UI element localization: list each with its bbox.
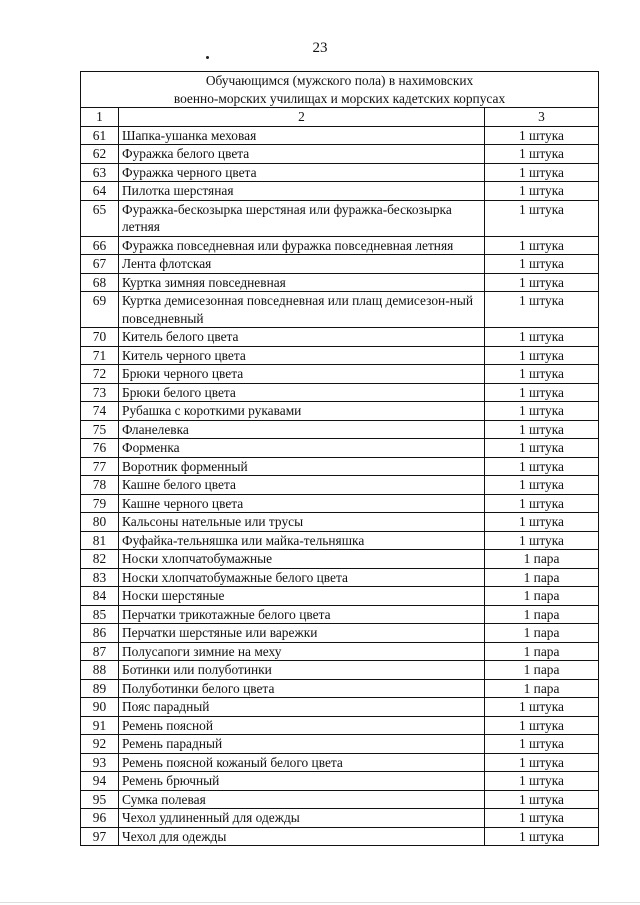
table-row [81,182,599,201]
item-name: Ремень брючный [119,772,485,791]
row-number: 61 [81,126,119,145]
item-name: Перчатки шерстяные или варежки [119,624,485,643]
item-name: Куртка демисезонная повседневная или плащ демисезон-ный повседневный [119,292,485,328]
table-row [81,642,599,661]
item-quantity: 1 штука [485,365,599,384]
item-name: Ремень поясной [119,716,485,735]
table-row [81,476,599,495]
table-row [81,531,599,550]
item-name: Полусапоги зимние на меху [119,642,485,661]
item-quantity: 1 пара [485,550,599,569]
item-quantity: 1 штука [485,531,599,550]
item-quantity: 1 штука [485,182,599,201]
item-quantity: 1 штука [485,346,599,365]
item-quantity: 1 штука [485,145,599,164]
item-name: Носки шерстяные [119,587,485,606]
item-name: Носки хлопчатобумажные [119,550,485,569]
table-row [81,679,599,698]
item-quantity: 1 штука [485,457,599,476]
row-number: 70 [81,328,119,347]
table-row [81,605,599,624]
table-row [81,126,599,145]
table-row [81,255,599,274]
item-name: Чехол удлиненный для одежды [119,809,485,828]
item-quantity: 1 штука [485,827,599,846]
row-number: 72 [81,365,119,384]
row-number: 97 [81,827,119,846]
item-name: Чехол для одежды [119,827,485,846]
row-number: 84 [81,587,119,606]
item-name: Кашне белого цвета [119,476,485,495]
item-name: Сумка полевая [119,790,485,809]
table-row [81,163,599,182]
item-name: Лента флотская [119,255,485,274]
table-row [81,402,599,421]
row-number: 78 [81,476,119,495]
table-row [81,383,599,402]
item-quantity: 1 штука [485,200,599,236]
row-number: 86 [81,624,119,643]
row-number: 62 [81,145,119,164]
item-name: Ремень поясной кожаный белого цвета [119,753,485,772]
table-row [81,494,599,513]
item-name: Перчатки трикотажные белого цвета [119,605,485,624]
item-name: Брюки белого цвета [119,383,485,402]
row-number: 68 [81,273,119,292]
table-row [81,420,599,439]
item-quantity: 1 штука [485,236,599,255]
item-name: Пилотка шерстяная [119,182,485,201]
table-row [81,698,599,717]
item-quantity: 1 штука [485,698,599,717]
table-body [81,126,599,846]
item-quantity: 1 штука [485,716,599,735]
item-quantity: 1 штука [485,402,599,421]
item-quantity: 1 штука [485,494,599,513]
item-quantity: 1 пара [485,624,599,643]
row-number: 82 [81,550,119,569]
item-quantity: 1 штука [485,273,599,292]
page-number: 23 [312,40,328,56]
table-row [81,365,599,384]
item-quantity: 1 штука [485,383,599,402]
column-header-3: 3 [485,108,599,127]
item-name: Китель белого цвета [119,328,485,347]
item-quantity: 1 пара [485,661,599,680]
item-name: Фуражка-бескозырка шерстяная или фуражка-бескозырка летняя [119,200,485,236]
table-row [81,772,599,791]
table-row [81,145,599,164]
item-quantity: 1 пара [485,605,599,624]
row-number: 94 [81,772,119,791]
item-name: Шапка-ушанка меховая [119,126,485,145]
item-quantity: 1 штука [485,328,599,347]
table-row [81,273,599,292]
table-row [81,346,599,365]
row-number: 75 [81,420,119,439]
row-number: 85 [81,605,119,624]
table-row [81,790,599,809]
item-quantity: 1 пара [485,568,599,587]
table-row [81,328,599,347]
row-number: 73 [81,383,119,402]
item-quantity: 1 штука [485,753,599,772]
scan-edge [0,902,640,903]
item-name: Форменка [119,439,485,458]
table-row [81,827,599,846]
item-name: Фуражка повседневная или фуражка повседневная летняя [119,236,485,255]
item-name: Кашне черного цвета [119,494,485,513]
row-number: 80 [81,513,119,532]
item-name: Воротник форменный [119,457,485,476]
row-number: 87 [81,642,119,661]
item-name: Фланелевка [119,420,485,439]
column-header-1: 1 [81,108,119,127]
row-number: 74 [81,402,119,421]
row-number: 93 [81,753,119,772]
item-name: Носки хлопчатобумажные белого цвета [119,568,485,587]
row-number: 91 [81,716,119,735]
row-number: 83 [81,568,119,587]
row-number: 63 [81,163,119,182]
item-name: Фуражка черного цвета [119,163,485,182]
table-row [81,513,599,532]
row-number: 89 [81,679,119,698]
row-number: 76 [81,439,119,458]
row-number: 67 [81,255,119,274]
row-number: 71 [81,346,119,365]
row-number: 81 [81,531,119,550]
row-number: 96 [81,809,119,828]
row-number: 64 [81,182,119,201]
table-row [81,809,599,828]
item-quantity: 1 штука [485,439,599,458]
row-number: 88 [81,661,119,680]
item-name: Ремень парадный [119,735,485,754]
table-row [81,200,599,236]
table-title-line-2: военно-морских училищах и морских кадетских корпусах [173,90,506,106]
column-number-row [81,108,599,127]
table-row [81,587,599,606]
item-name: Куртка зимняя повседневная [119,273,485,292]
table-row [81,624,599,643]
scan-speck [206,56,209,59]
table-row [81,236,599,255]
table-row [81,568,599,587]
row-number: 95 [81,790,119,809]
table-title-row [81,72,599,108]
item-name: Фуфайка-тельняшка или майка-тельняшка [119,531,485,550]
item-quantity: 1 штука [485,772,599,791]
table-row [81,550,599,569]
item-quantity: 1 пара [485,642,599,661]
item-quantity: 1 штука [485,809,599,828]
table-row [81,439,599,458]
item-name: Фуражка белого цвета [119,145,485,164]
item-quantity: 1 пара [485,679,599,698]
item-quantity: 1 штука [485,255,599,274]
table-row [81,735,599,754]
column-header-2: 2 [119,108,485,127]
clothing-allowance-table [80,71,599,846]
table-row [81,292,599,328]
item-name: Китель черного цвета [119,346,485,365]
item-quantity: 1 штука [485,292,599,328]
table-row [81,661,599,680]
item-quantity: 1 штука [485,790,599,809]
row-number: 92 [81,735,119,754]
row-number: 79 [81,494,119,513]
item-name: Брюки черного цвета [119,365,485,384]
item-name: Ботинки или полуботинки [119,661,485,680]
table-row [81,753,599,772]
table-title [81,72,599,108]
table-row [81,457,599,476]
item-quantity: 1 штука [485,513,599,532]
row-number: 65 [81,200,119,236]
item-name: Полуботинки белого цвета [119,679,485,698]
row-number: 66 [81,236,119,255]
item-quantity: 1 пара [485,587,599,606]
item-name: Пояс парадный [119,698,485,717]
item-quantity: 1 штука [485,735,599,754]
item-name: Рубашка с короткими рукавами [119,402,485,421]
row-number: 77 [81,457,119,476]
table-row [81,716,599,735]
table-title-line-1: Обучающимся (мужского пола) в нахимовских [205,73,474,88]
item-quantity: 1 штука [485,420,599,439]
item-quantity: 1 штука [485,126,599,145]
item-name: Кальсоны нательные или трусы [119,513,485,532]
item-quantity: 1 штука [485,163,599,182]
row-number: 90 [81,698,119,717]
item-quantity: 1 штука [485,476,599,495]
row-number: 69 [81,292,119,328]
